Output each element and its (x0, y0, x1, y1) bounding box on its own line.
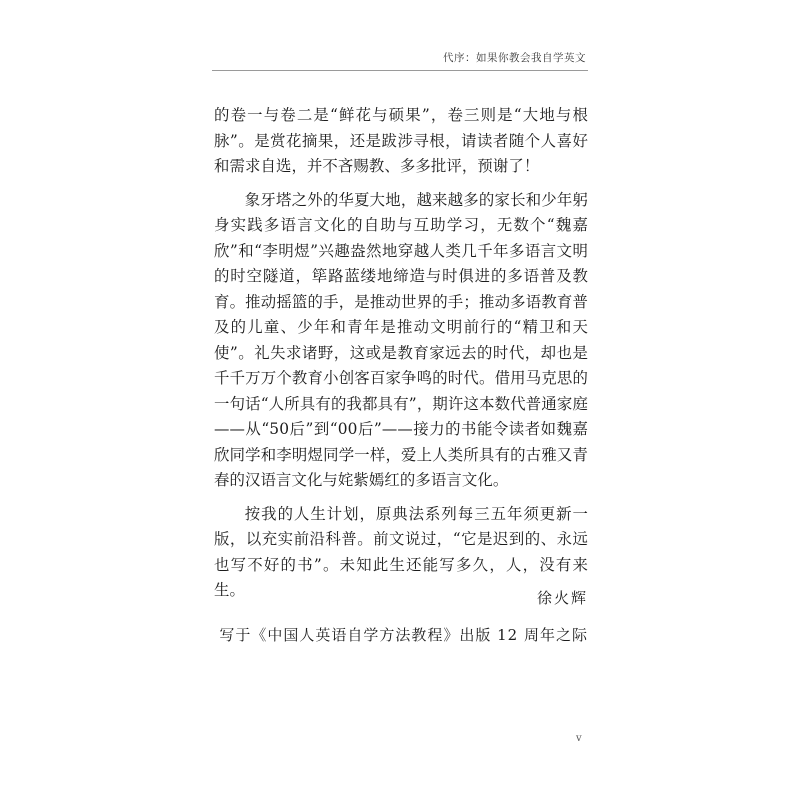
running-header: 代序：如果你教会我自学英文 (443, 52, 586, 64)
page-number: v (576, 733, 582, 744)
paragraph-life-plan: 按我的人生计划，原典法系列每三五年须更新一版，以充实前沿科普。前文说过，“它是迟到的、永远也写不好的书”。未知此生还能写多久，人，没有来生。 (214, 504, 588, 599)
author-signature: 徐火辉 (536, 589, 588, 607)
paragraph-grassroots-education: 象牙塔之外的华夏大地，越来越多的家长和少年躬身实践多语言文化的自助与互助学习，无数个“魏嘉欣”和“李明煜”兴趣盎然地穿越人类几千年多语言文明的时空隧道，筚路蓝缕地缔造与时俱进的多语普及教育。推动摇篮的手，是推动世界的手；推动多语教育普及的儿童、少年和青年是推动文明前行的“精卫和天使”。礼失求诸野，这或是教育家远去的时代，却也是千千万万个教育小创客百家争鸣的时代。借用马克思的一句话“人所具有的我都具有”，期许这本数代普通家庭——从“50后”到“00后”——接力的书能令读者如魏嘉欣同学和李明煜同学一样，爱上人类所具有的古雅又青春的汉语言文化与姹紫嫣红的多语言文化。 (214, 190, 588, 489)
paragraph-continuation: 的卷一与卷二是“鲜花与硕果”，卷三则是“大地与根脉”。是赏花摘果，还是跋涉寻根，请读者随个人喜好和需求自选，并不吝赐教、多多批评，预谢了！ (214, 106, 588, 175)
body-text (214, 103, 588, 604)
header-rule (212, 70, 588, 71)
written-note: 写于《中国人英语自学方法教程》出版 12 周年之际 (219, 626, 588, 644)
